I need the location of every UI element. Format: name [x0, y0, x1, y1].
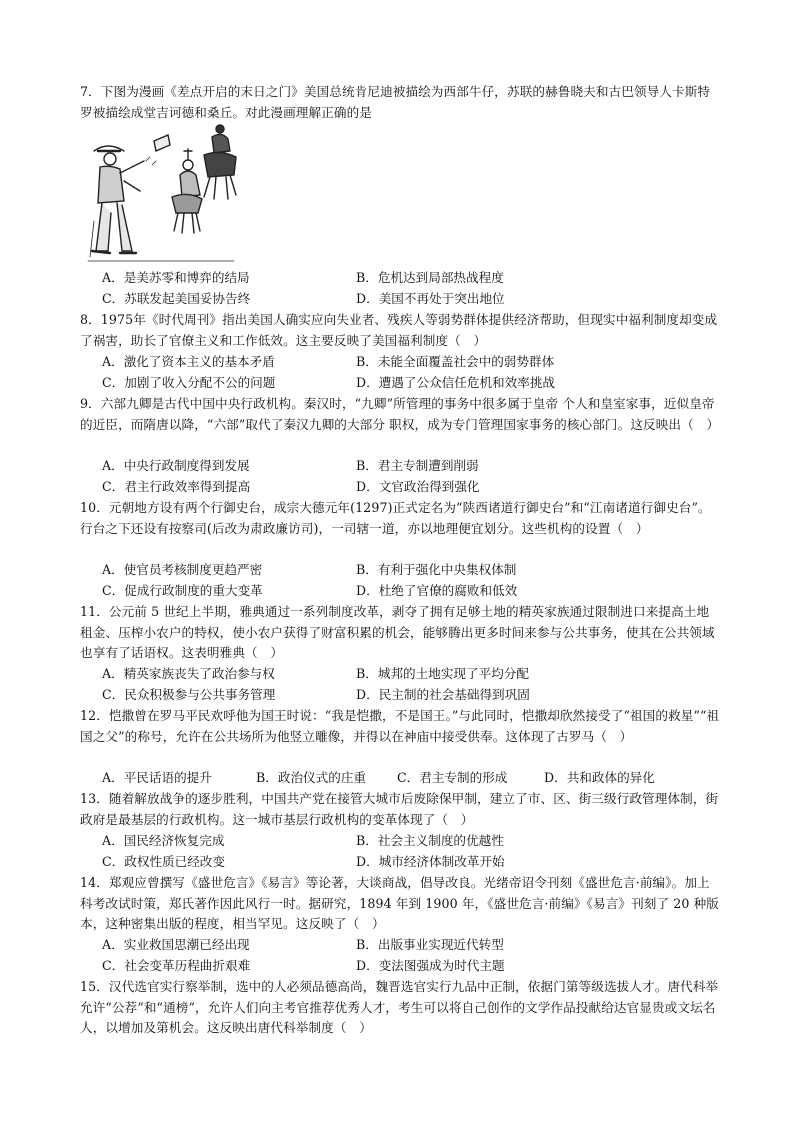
- question-12-options: [102, 768, 722, 789]
- question-9-stem: 9．六部九卿是古代中国中央行政机构。秦汉时，“九卿”所管理的事务中很多属于皇帝 个人和皇室家事，近似皇帝的近臣，而隋唐以降，“六部”取代了秦汉九卿的大部分 职权，成为专门管理国家事务的核心部门。这反映出（ ）: [80, 396, 720, 432]
- question-11-options: [102, 664, 722, 705]
- option-b[interactable]: B．出版事业实现近代转型: [356, 937, 504, 952]
- option-c[interactable]: C．社会变革历程曲折艰难: [102, 957, 251, 973]
- option-d[interactable]: D．共和政体的异化: [544, 770, 655, 785]
- question-10-stem: 10．元朝地方设有两个行御史台，成宗大德元年(1297)正式定名为“陕西诸道行御史台”和“江南诸道行御史台”。行台之下还设有按察司(后改为肃政廉访司)，一司辖一道，亦以地理便宜划分。这些机构的设置（ ）: [80, 500, 711, 536]
- option-d[interactable]: D．民主制的社会基础得到巩固: [356, 686, 530, 702]
- option-a[interactable]: A．国民经济恢复完成: [102, 833, 225, 848]
- option-b[interactable]: B．社会主义制度的优越性: [356, 833, 504, 848]
- question-9-options: [102, 456, 722, 497]
- question-14-options: [102, 935, 722, 976]
- question-12-stem: 12．恺撒曾在罗马平民欢呼他为国王时说：“我是恺撒，不是国王。”与此同时，恺撒却欣然接受了“祖国的救星”“祖国之父”的称号，允许在公共场所为他竖立雕像，并得以在神庙中接受供奉。这体现了古罗马（ ）: [80, 708, 720, 744]
- question-11-stem: 11．公元前 5 世纪上半期，雅典通过一系列制度改革，剥夺了拥有足够土地的精英家族通过限制进口来提高土地租金、压榨小农户的特权，使小农户获得了财富积累的机会，能够腾出更多时间来参与公共事务，使其在公共领域也享有了话语权。这表明雅典（ ）: [80, 604, 715, 660]
- option-c[interactable]: C．政权性质已经改变: [102, 853, 225, 869]
- option-b[interactable]: B．城邦的土地实现了平均分配: [356, 666, 529, 681]
- question-10-options: [102, 560, 722, 601]
- option-c[interactable]: C．君主专制的形成: [397, 770, 508, 785]
- option-a[interactable]: A．实业救国思潮已经出现: [102, 937, 250, 952]
- option-c[interactable]: C．加剧了收入分配不公的问题: [102, 374, 276, 390]
- question-8-stem: 8．1975年《时代周刊》指出美国人确实应向失业者、残疾人等弱势群体提供经济帮助，但现实中福利制度却变成了祸害，助长了官僚主义和工作低效。这主要反映了美国福利制度（ ）: [80, 312, 718, 348]
- option-c[interactable]: C．促成行政制度的重大变革: [102, 582, 263, 598]
- option-d[interactable]: D．城市经济体制改革开始: [356, 853, 505, 869]
- option-b[interactable]: B．有利于强化中央集权体制: [356, 562, 517, 577]
- question-7-options: [102, 268, 722, 309]
- option-d[interactable]: D．变法图强成为时代主题: [356, 957, 505, 973]
- cartoon-illustration: [84, 121, 244, 263]
- option-a[interactable]: A．是美苏零和博弈的结局: [102, 270, 250, 285]
- option-a[interactable]: A．平民话语的提升: [102, 770, 212, 785]
- option-b[interactable]: B．君主专制遭到削弱: [356, 458, 479, 473]
- question-13-stem: 13．随着解放战争的逐步胜利，中国共产党在接管大城市后废除保甲制，建立了市、区、街三级行政管理体制，街政府是最基层的行政机构。这一城市基层行政机构的变革体现了（ ）: [80, 791, 719, 827]
- question-7-stem: 7．下图为漫画《差点开启的末日之门》美国总统肯尼迪被描绘为西部牛仔，苏联的赫鲁晓夫和古巴领导人卡斯特罗被描绘成堂吉诃德和桑丘。对此漫画理解正确的是: [80, 84, 711, 120]
- option-c[interactable]: C．君主行政效率得到提高: [102, 478, 251, 494]
- option-c[interactable]: C．民众积极参与公共事务管理: [102, 686, 276, 702]
- option-d[interactable]: D．杜绝了官僚的腐败和低效: [356, 582, 518, 598]
- option-c[interactable]: C．苏联发起美国妥协告终: [102, 290, 251, 306]
- option-b[interactable]: B．政治仪式的庄重: [256, 770, 367, 785]
- option-a[interactable]: A．使官员考核制度更趋严密: [102, 562, 263, 577]
- question-8-options: [102, 352, 722, 393]
- option-d[interactable]: D．美国不再处于突出地位: [356, 290, 505, 306]
- question-15-stem: 15．汉代选官实行察举制，选中的人必须品德高尚，魏晋选官实行九品中正制，依据门第等级选拔人才。唐代科举允许“公荐”和“通榜”，允许人们向主考官推荐优秀人才，考生可以将自己创作的文学作品投献给达官显贵或文坛名人，以增加及第机会。这反映出唐代科举制度（ ）: [80, 979, 719, 1035]
- option-b[interactable]: B．未能全面覆盖社会中的弱势群体: [356, 354, 555, 369]
- question-14-stem: 14．郑观应曾撰写《盛世危言》《易言》等论著，大谈商战，倡导改良。光绪帝诏令刊刻《盛世危言·前编》。加上科考改试时策，郑氏著作因此风行一时。据研究，1894 年到 1900 年，《盛世危言·前编》《易言》刊刻了 20 种版本，这种密集出版的程度，相当罕见。这反映了（ ）: [80, 875, 719, 931]
- option-b[interactable]: B．危机达到局部热战程度: [356, 270, 504, 285]
- question-13-options: [102, 831, 722, 872]
- option-a[interactable]: A．中央行政制度得到发展: [102, 458, 250, 473]
- option-d[interactable]: D．遭遇了公众信任危机和效率挑战: [356, 374, 556, 390]
- option-a[interactable]: A．精英家族丧失了政治参与权: [102, 666, 275, 681]
- option-a[interactable]: A．激化了资本主义的基本矛盾: [102, 354, 275, 369]
- option-d[interactable]: D．文官政治得到强化: [356, 478, 480, 494]
